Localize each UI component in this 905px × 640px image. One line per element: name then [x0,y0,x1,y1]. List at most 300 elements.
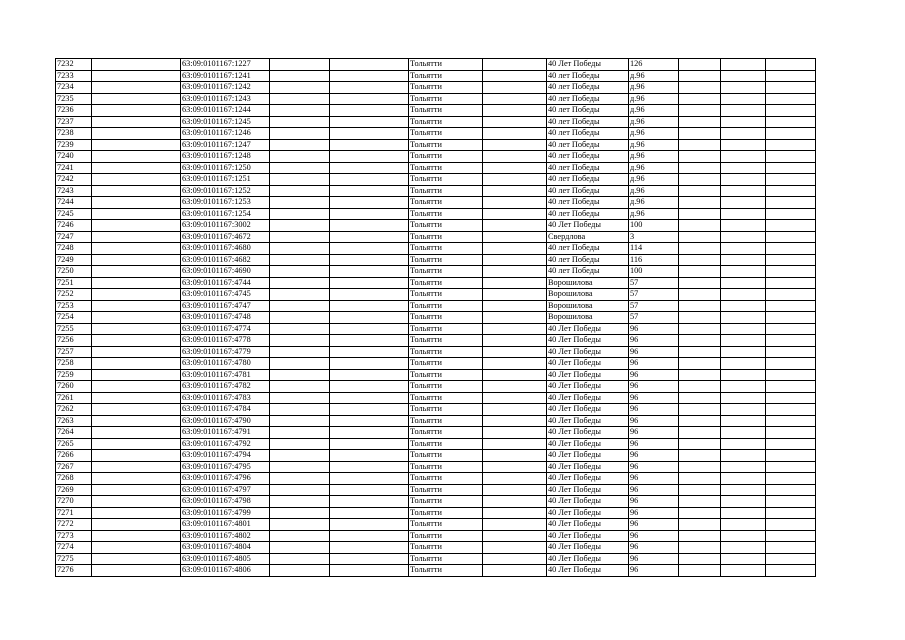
table-row [56,70,816,82]
empty-cell [330,197,409,209]
empty-cell [92,254,181,266]
empty-cell [92,105,181,117]
empty-cell [330,553,409,565]
cadastral-number-cell: 63:09:0101167:4778 [181,335,270,347]
row-number-cell: 7249 [56,254,92,266]
empty-cell [721,220,766,232]
empty-cell [270,530,330,542]
empty-cell [92,162,181,174]
empty-cell [92,277,181,289]
empty-cell [766,392,816,404]
empty-cell [679,358,721,370]
empty-cell [270,507,330,519]
empty-cell [766,174,816,186]
house-number-cell: д.96 [629,128,679,140]
table-row [56,427,816,439]
cadastral-number-cell: 63:09:0101167:4799 [181,507,270,519]
empty-cell [721,335,766,347]
empty-cell [766,197,816,209]
empty-cell [330,93,409,105]
table-row [56,116,816,128]
cadastral-number-cell: 63:09:0101167:4797 [181,484,270,496]
empty-cell [679,335,721,347]
street-cell: 40 лет Победы [547,197,629,209]
street-cell: 40 Лет Победы [547,381,629,393]
street-cell: 40 Лет Победы [547,496,629,508]
empty-cell [679,116,721,128]
empty-cell [270,277,330,289]
empty-cell [766,369,816,381]
empty-cell [679,139,721,151]
empty-cell [330,404,409,416]
empty-cell [766,254,816,266]
empty-cell [92,335,181,347]
empty-cell [330,358,409,370]
empty-cell [766,208,816,220]
empty-cell [330,116,409,128]
table-row [56,93,816,105]
empty-cell [721,542,766,554]
street-cell: 40 Лет Победы [547,392,629,404]
empty-cell [483,565,547,577]
row-number-cell: 7260 [56,381,92,393]
row-number-cell: 7240 [56,151,92,163]
street-cell: 40 Лет Победы [547,461,629,473]
row-number-cell: 7274 [56,542,92,554]
table-row [56,415,816,427]
city-cell: Тольятти [409,461,483,473]
house-number-cell: 96 [629,461,679,473]
house-number-cell: д.96 [629,162,679,174]
empty-cell [679,346,721,358]
table-row [56,220,816,232]
empty-cell [679,565,721,577]
row-number-cell: 7262 [56,404,92,416]
empty-cell [270,231,330,243]
table-row [56,300,816,312]
city-cell: Тольятти [409,346,483,358]
city-cell: Тольятти [409,507,483,519]
row-number-cell: 7259 [56,369,92,381]
table-row [56,358,816,370]
empty-cell [483,507,547,519]
city-cell: Тольятти [409,404,483,416]
empty-cell [330,162,409,174]
cadastral-number-cell: 63:09:0101167:4781 [181,369,270,381]
empty-cell [483,220,547,232]
empty-cell [721,381,766,393]
empty-cell [330,473,409,485]
empty-cell [721,438,766,450]
house-number-cell: 96 [629,519,679,531]
street-cell: 40 лет Победы [547,82,629,94]
empty-cell [483,553,547,565]
empty-cell [330,243,409,255]
empty-cell [721,496,766,508]
empty-cell [679,553,721,565]
table-row [56,105,816,117]
empty-cell [92,381,181,393]
empty-cell [330,289,409,301]
empty-cell [766,565,816,577]
house-number-cell: 96 [629,542,679,554]
empty-cell [92,530,181,542]
house-number-cell: 96 [629,484,679,496]
house-number-cell: д.96 [629,139,679,151]
empty-cell [679,496,721,508]
empty-cell [766,220,816,232]
cadastral-number-cell: 63:09:0101167:4747 [181,300,270,312]
empty-cell [270,243,330,255]
empty-cell [330,208,409,220]
table-row [56,162,816,174]
empty-cell [721,70,766,82]
cadastral-number-cell: 63:09:0101167:1254 [181,208,270,220]
empty-cell [766,404,816,416]
empty-cell [679,162,721,174]
table-row [56,185,816,197]
city-cell: Тольятти [409,139,483,151]
table-row [56,174,816,186]
empty-cell [92,358,181,370]
empty-cell [766,415,816,427]
row-number-cell: 7276 [56,565,92,577]
city-cell: Тольятти [409,335,483,347]
cadastral-number-cell: 63:09:0101167:1242 [181,82,270,94]
empty-cell [721,59,766,71]
empty-cell [92,70,181,82]
empty-cell [330,346,409,358]
empty-cell [330,335,409,347]
empty-cell [721,323,766,335]
row-number-cell: 7269 [56,484,92,496]
cadastral-number-cell: 63:09:0101167:4806 [181,565,270,577]
street-cell: 40 лет Победы [547,105,629,117]
empty-cell [679,105,721,117]
street-cell: Ворошилова [547,300,629,312]
row-number-cell: 7241 [56,162,92,174]
empty-cell [721,174,766,186]
empty-cell [483,392,547,404]
row-number-cell: 7268 [56,473,92,485]
empty-cell [679,381,721,393]
empty-cell [483,346,547,358]
row-number-cell: 7244 [56,197,92,209]
empty-cell [766,289,816,301]
table-row [56,208,816,220]
city-cell: Тольятти [409,300,483,312]
empty-cell [679,59,721,71]
cadastral-number-cell: 63:09:0101167:4784 [181,404,270,416]
empty-cell [270,82,330,94]
cadastral-number-cell: 63:09:0101167:4779 [181,346,270,358]
street-cell: 40 Лет Победы [547,553,629,565]
street-cell: 40 лет Победы [547,128,629,140]
city-cell: Тольятти [409,70,483,82]
house-number-cell: 96 [629,496,679,508]
empty-cell [679,461,721,473]
empty-cell [679,392,721,404]
empty-cell [766,93,816,105]
row-number-cell: 7256 [56,335,92,347]
row-number-cell: 7272 [56,519,92,531]
street-cell: Ворошилова [547,277,629,289]
empty-cell [766,59,816,71]
empty-cell [679,323,721,335]
empty-cell [270,266,330,278]
empty-cell [483,335,547,347]
empty-cell [483,197,547,209]
street-cell: Свердлова [547,231,629,243]
empty-cell [766,105,816,117]
empty-cell [721,185,766,197]
empty-cell [330,128,409,140]
city-cell: Тольятти [409,220,483,232]
empty-cell [483,243,547,255]
empty-cell [483,231,547,243]
table-row [56,369,816,381]
city-cell: Тольятти [409,105,483,117]
empty-cell [92,208,181,220]
table-row [56,323,816,335]
cadastral-number-cell: 63:09:0101167:1247 [181,139,270,151]
empty-cell [270,542,330,554]
empty-cell [721,507,766,519]
empty-cell [679,415,721,427]
city-cell: Тольятти [409,116,483,128]
table-row [56,530,816,542]
cadastral-number-cell: 63:09:0101167:4780 [181,358,270,370]
street-cell: 40 Лет Победы [547,507,629,519]
empty-cell [766,530,816,542]
street-cell: Ворошилова [547,312,629,324]
table-row [56,289,816,301]
house-number-cell: д.96 [629,151,679,163]
empty-cell [679,289,721,301]
table-row [56,565,816,577]
empty-cell [483,59,547,71]
empty-cell [766,231,816,243]
street-cell: 40 Лет Победы [547,427,629,439]
empty-cell [766,300,816,312]
empty-cell [766,185,816,197]
empty-cell [92,461,181,473]
empty-cell [92,266,181,278]
empty-cell [721,300,766,312]
empty-cell [766,335,816,347]
empty-cell [270,473,330,485]
house-number-cell: 96 [629,381,679,393]
table-row [56,484,816,496]
empty-cell [679,507,721,519]
house-number-cell: 96 [629,438,679,450]
empty-cell [721,450,766,462]
empty-cell [330,220,409,232]
empty-cell [483,381,547,393]
empty-cell [679,427,721,439]
empty-cell [679,266,721,278]
street-cell: 40 лет Победы [547,243,629,255]
table-row [56,231,816,243]
house-number-cell: 96 [629,507,679,519]
street-cell: 40 Лет Победы [547,220,629,232]
row-number-cell: 7238 [56,128,92,140]
table-row [56,243,816,255]
empty-cell [483,185,547,197]
empty-cell [330,174,409,186]
row-number-cell: 7237 [56,116,92,128]
empty-cell [270,300,330,312]
empty-cell [92,496,181,508]
city-cell: Тольятти [409,208,483,220]
empty-cell [270,461,330,473]
street-cell: 40 Лет Победы [547,450,629,462]
empty-cell [766,82,816,94]
empty-cell [766,266,816,278]
row-number-cell: 7261 [56,392,92,404]
empty-cell [766,277,816,289]
empty-cell [330,323,409,335]
empty-cell [330,381,409,393]
city-cell: Тольятти [409,197,483,209]
city-cell: Тольятти [409,473,483,485]
house-number-cell: д.96 [629,105,679,117]
row-number-cell: 7264 [56,427,92,439]
empty-cell [483,312,547,324]
empty-cell [679,93,721,105]
cadastral-number-cell: 63:09:0101167:4682 [181,254,270,266]
cadastral-number-cell: 63:09:0101167:4794 [181,450,270,462]
house-number-cell: 114 [629,243,679,255]
cadastral-number-cell: 63:09:0101167:4790 [181,415,270,427]
empty-cell [483,151,547,163]
cadastral-number-cell: 63:09:0101167:4672 [181,231,270,243]
table-row [56,312,816,324]
empty-cell [92,312,181,324]
empty-cell [766,312,816,324]
row-number-cell: 7233 [56,70,92,82]
table-row [56,496,816,508]
empty-cell [679,82,721,94]
empty-cell [721,116,766,128]
empty-cell [483,105,547,117]
street-cell: 40 Лет Победы [547,346,629,358]
empty-cell [721,484,766,496]
cadastral-number-cell: 63:09:0101167:4792 [181,438,270,450]
empty-cell [270,519,330,531]
empty-cell [721,358,766,370]
street-cell: 40 Лет Победы [547,335,629,347]
table-row [56,346,816,358]
empty-cell [721,93,766,105]
street-cell: 40 Лет Победы [547,542,629,554]
empty-cell [330,254,409,266]
empty-cell [483,174,547,186]
empty-cell [330,82,409,94]
row-number-cell: 7246 [56,220,92,232]
empty-cell [483,415,547,427]
empty-cell [483,162,547,174]
empty-cell [92,82,181,94]
empty-cell [92,174,181,186]
cadastral-table [55,58,816,577]
row-number-cell: 7258 [56,358,92,370]
empty-cell [721,473,766,485]
empty-cell [721,197,766,209]
house-number-cell: 96 [629,392,679,404]
empty-cell [679,530,721,542]
empty-cell [270,496,330,508]
street-cell: 40 лет Победы [547,93,629,105]
row-number-cell: 7252 [56,289,92,301]
empty-cell [92,427,181,439]
empty-cell [483,358,547,370]
cadastral-number-cell: 63:09:0101167:1245 [181,116,270,128]
empty-cell [483,530,547,542]
empty-cell [92,450,181,462]
table-row [56,139,816,151]
empty-cell [483,254,547,266]
empty-cell [721,254,766,266]
empty-cell [92,392,181,404]
empty-cell [483,427,547,439]
cadastral-number-cell: 63:09:0101167:3002 [181,220,270,232]
empty-cell [270,128,330,140]
empty-cell [270,381,330,393]
city-cell: Тольятти [409,93,483,105]
empty-cell [766,116,816,128]
house-number-cell: д.96 [629,70,679,82]
city-cell: Тольятти [409,162,483,174]
empty-cell [679,473,721,485]
row-number-cell: 7271 [56,507,92,519]
empty-cell [721,530,766,542]
street-cell: 40 Лет Победы [547,358,629,370]
empty-cell [721,289,766,301]
empty-cell [92,243,181,255]
empty-cell [766,438,816,450]
empty-cell [483,519,547,531]
empty-cell [330,59,409,71]
house-number-cell: 57 [629,277,679,289]
empty-cell [679,450,721,462]
cadastral-number-cell: 63:09:0101167:4798 [181,496,270,508]
row-number-cell: 7275 [56,553,92,565]
city-cell: Тольятти [409,369,483,381]
city-cell: Тольятти [409,438,483,450]
empty-cell [721,312,766,324]
cadastral-number-cell: 63:09:0101167:1253 [181,197,270,209]
empty-cell [330,542,409,554]
cadastral-number-cell: 63:09:0101167:4795 [181,461,270,473]
empty-cell [270,323,330,335]
empty-cell [679,128,721,140]
street-cell: 40 Лет Победы [547,59,629,71]
cadastral-number-cell: 63:09:0101167:4745 [181,289,270,301]
table-row [56,553,816,565]
empty-cell [330,565,409,577]
empty-cell [766,484,816,496]
city-cell: Тольятти [409,415,483,427]
empty-cell [483,369,547,381]
table-row [56,473,816,485]
empty-cell [766,496,816,508]
city-cell: Тольятти [409,128,483,140]
empty-cell [92,415,181,427]
street-cell: Ворошилова [547,289,629,301]
empty-cell [766,243,816,255]
empty-cell [330,438,409,450]
